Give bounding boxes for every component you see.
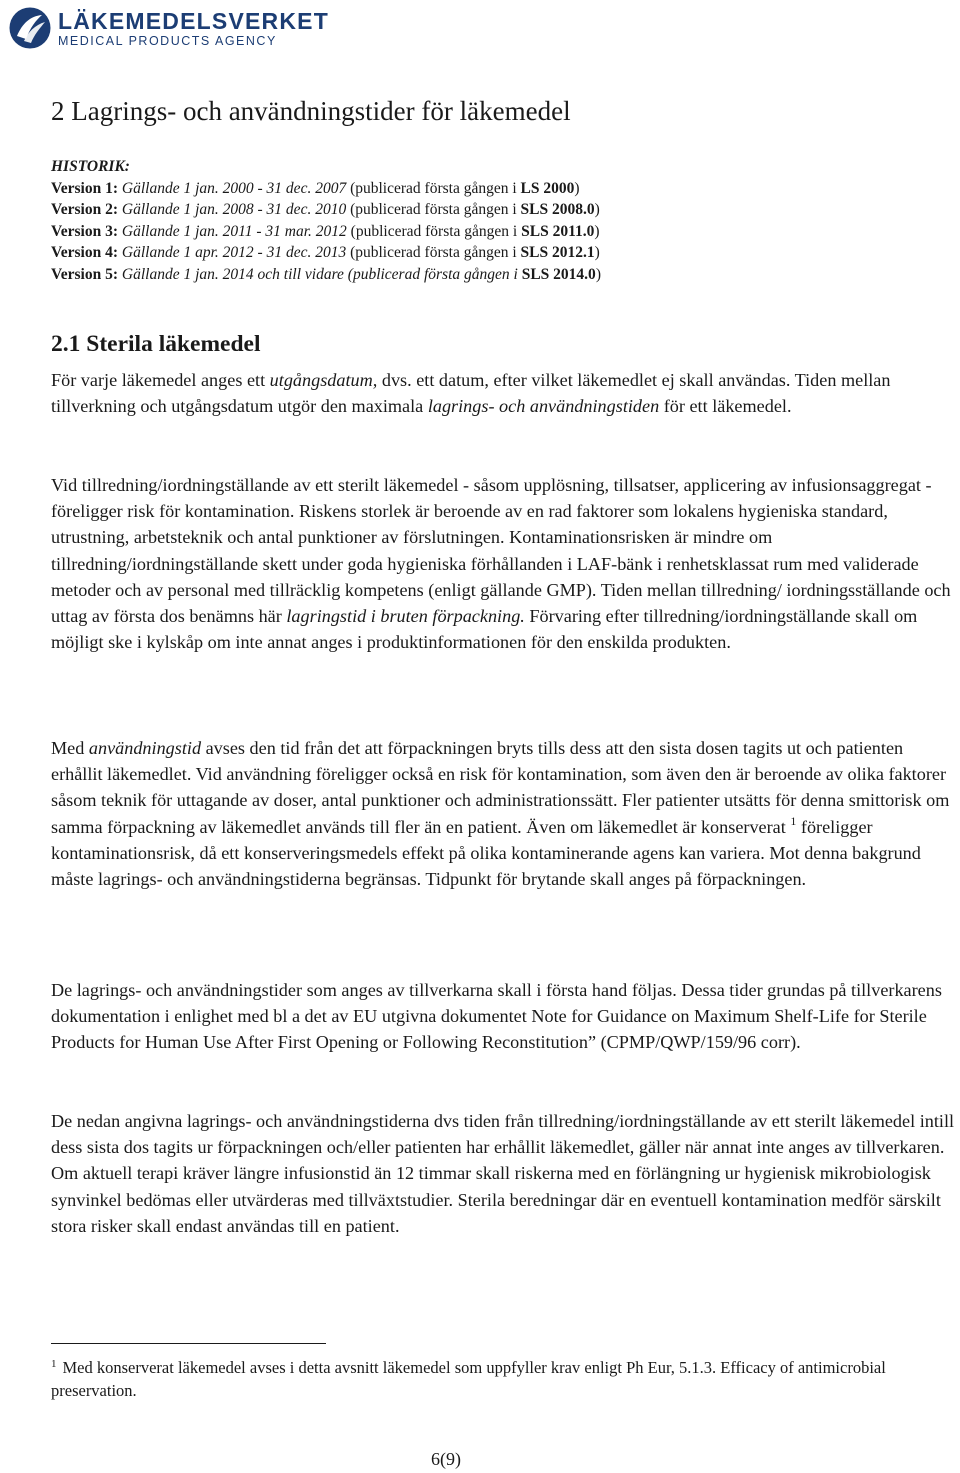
footnote-ref: 1 [790, 813, 797, 828]
history-version-2: Version 2: Gällande 1 jan. 2008 - 31 dec. 2010 (publicerad första gången i SLS 2008.0) [51, 201, 600, 218]
logo-subtitle: MEDICAL PRODUCTS AGENCY [58, 33, 277, 48]
footnote-number: 1 [51, 1358, 57, 1370]
chapter-title: 2 Lagrings- och användningstider för läkemedel [51, 96, 571, 126]
history-version-5: Version 5: Gällande 1 jan. 2014 och till vidare (publicerad första gången i SLS 2014.0) [51, 265, 601, 283]
paragraph-listed-times: De nedan angivna lagrings- och användningstiderna dvs tiden från tillredning/iordningställande av ett sterilt läkemedel intill dess sista dos tagits ur förpackningen och/eller patienten har erhållit läkemedlet, gäller när annat inte anges av tillverkaren. Om aktuell terapi kräver längre infusionstid än 12 timmar skall riskerna med en förlängning ur hygienisk mikrobiologisk synvinkel bedömas eller utvärderas med tillväxtstudier. Sterila beredningar där en eventuell kontamination medför särskilt stora risker skall endast användas till en patient. [51, 1111, 955, 1236]
footnote-divider [51, 1343, 326, 1344]
page-number: 6(9) [431, 1449, 461, 1469]
paragraph-contamination-risk: Vid tillredning/iordningställande av ett sterilt läkemedel - såsom upplösning, tillsatser, applicering av infusionsaggregat - föreligger risk för kontamination. Riskens storlek är beroende av en rad faktorer som lokalens hygieniska standard, utrustning, arbetsteknik och antal punktioner av förslutningen. Kontaminationsrisken är mindre om tillredning/iordningställande skett under goda hygieniska förhållanden i LAF-bänk i renhetsklassat rum med validerade metoder och av personal med tillräcklig kompetens (enligt gällande GMP). Tiden mellan tillredning/ iordningsställande och uttag av första dos benämns här lagringstid i bruten förpackning. Förvaring efter tillredning/iordningställande skall om möjligt ske i kylskåp om inte annat anges i produktinformationen för den enskilda produkten. [51, 475, 951, 653]
history-version-1: Version 1: Gällande 1 jan. 2000 - 31 dec. 2007 (publicerad första gången i LS 2000) [51, 179, 580, 197]
version-history [51, 156, 601, 285]
footnote [51, 1356, 956, 1402]
paragraph-usage-time: Med användningstid avses den tid från det att förpackningen bryts tills dess att den sista dosen tagits ut och patienten erhållit läkemedlet. Vid användning föreligger också en risk för kontamination, som även den är beroende av olika faktorer såsom teknik för uttagande av doser, antal punktioner och administrationssätt. Fler patienter utsätts för denna smittorisk om samma förpackning av läkemedlet används till fler än en patient. Även om läkemedlet är konserverat $^1$ föreligger kontaminationsrisk, då ett konserveringsmedels effekt på olika kontaminerande agens kan variera. Mot denna bakgrund måste lagrings- och användningstiderna begränsas. Tidpunkt för brytande skall anges på förpackningen. [51, 738, 950, 890]
agency-logo [8, 5, 329, 51]
history-version-4: Version 4: Gällande 1 apr. 2012 - 31 dec. 2013 (publicerad första gången i SLS 2012.1) [51, 244, 600, 261]
history-version-3: Version 3: Gällande 1 jan. 2011 - 31 mar. 2012 (publicerad första gången i SLS 2011.0) [51, 222, 600, 240]
footnote-text: Med konserverat läkemedel avses i detta avsnitt läkemedel som uppfyller krav enligt Ph Eur, 5.1.3. Efficacy of antimicrobial preservation. [51, 1358, 886, 1400]
history-title: HISTORIK: [51, 158, 130, 175]
paragraph-manufacturer-times: De lagrings- och användningstider som anges av tillverkarna skall i första hand följas. Dessa tider grundas på tillverkarens dokumentation i enlighet med bl a det av EU utgivna dokumentet Note for Guidance on Maximum Shelf-Life for Sterile Products for Human Use After First Opening or Following Reconstitution” (CPMP/QWP/159/96 corr). [51, 980, 942, 1053]
agency-emblem-icon [8, 6, 52, 50]
logo-name: LÄKEMEDELSVERKET [58, 7, 329, 34]
paragraph-expiry-date: För varje läkemedel anges ett utgångsdatum, dvs. ett datum, efter vilket läkemedlet ej skall användas. Tiden mellan tillverkning och utgångsdatum utgör den maximala lagrings- och användningstiden för ett läkemedel. [51, 370, 891, 417]
section-title: 2.1 Sterila läkemedel [51, 331, 261, 357]
